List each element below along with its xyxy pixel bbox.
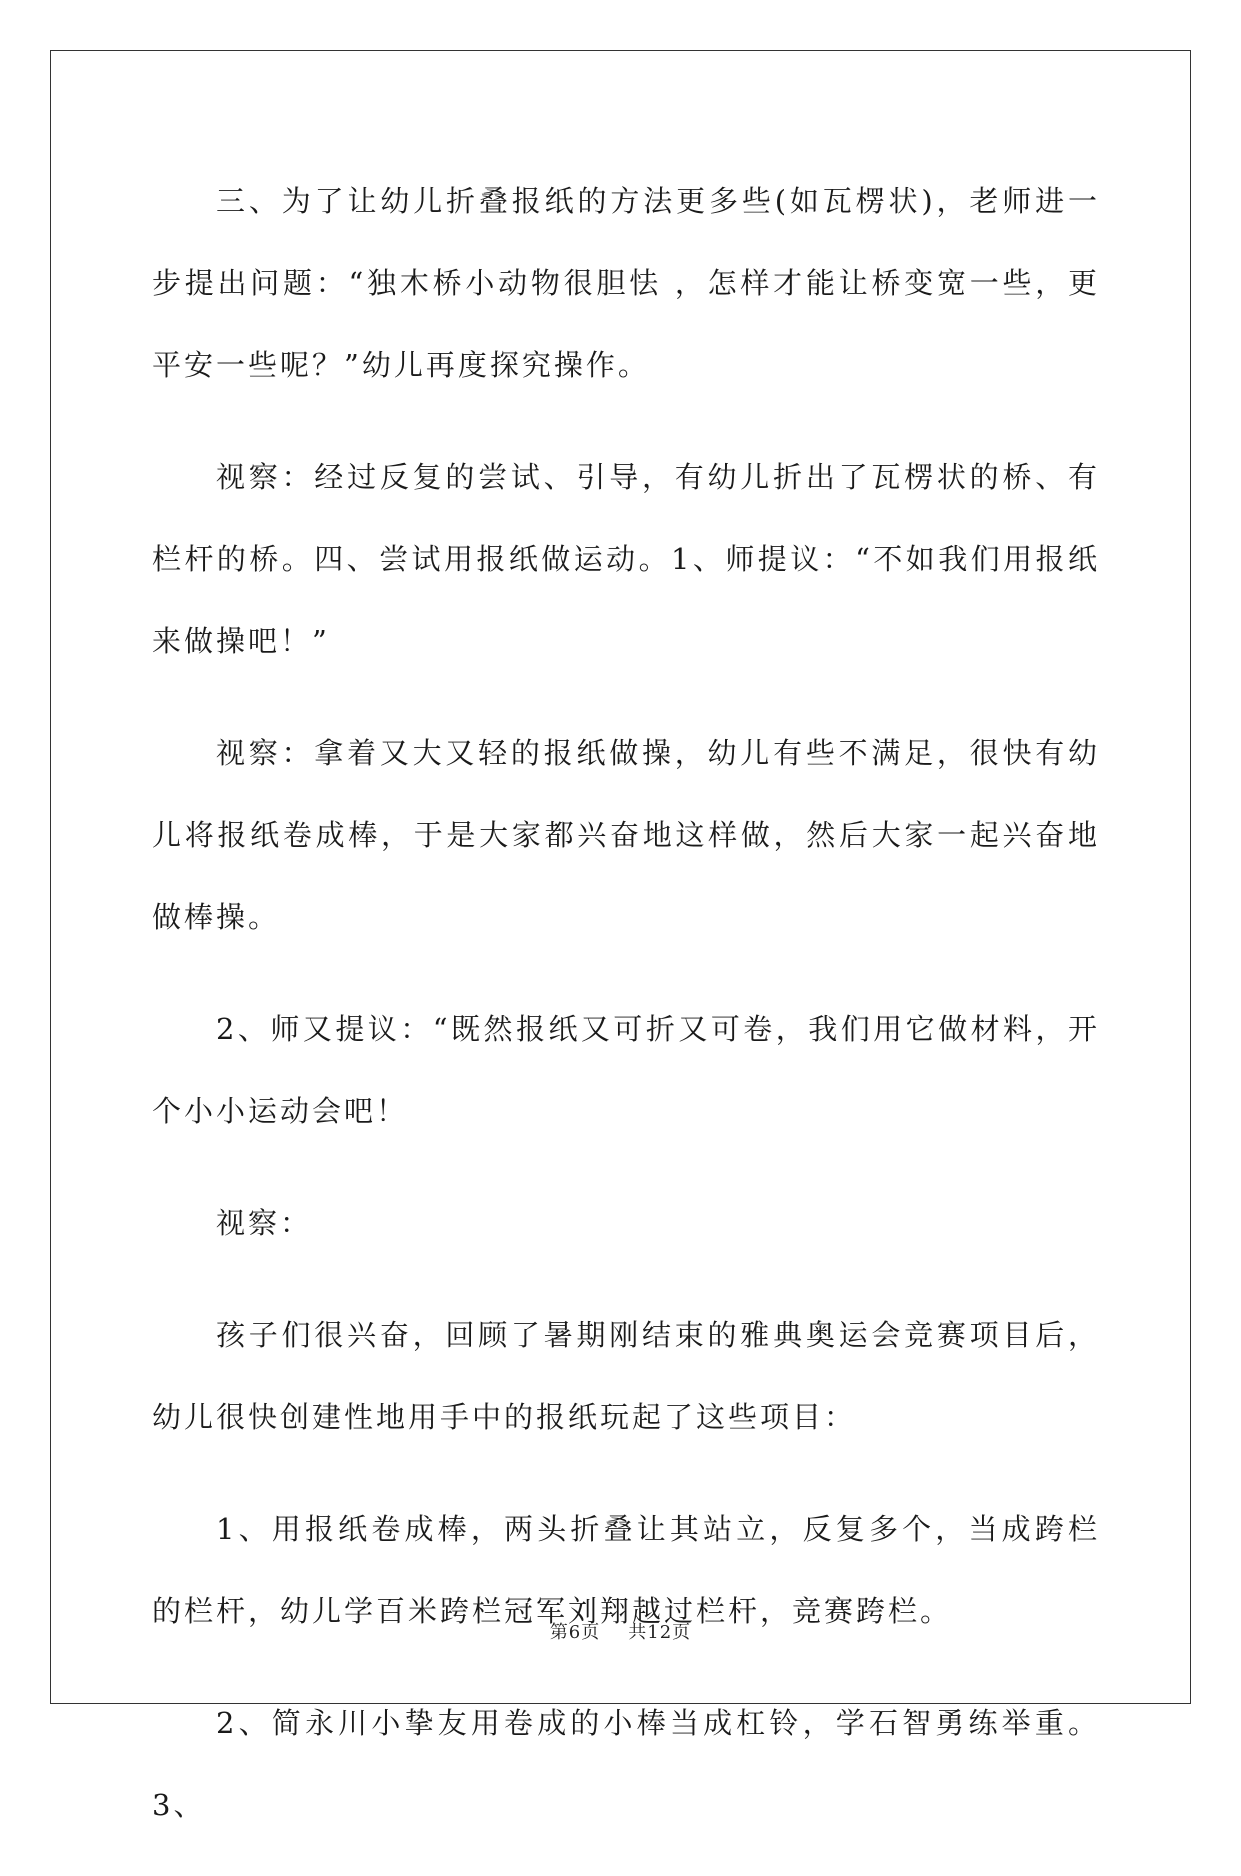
paragraph: 视察： [216,1206,313,1240]
paragraph: 1、用报纸卷成棒，两头折叠让其站立，反复多个，当成跨栏的栏杆，幼儿学百米跨栏冠军刘翔越过栏杆，竞赛跨栏。 [152,1512,1100,1628]
page-footer [0,1618,1241,1644]
page-number-total: 共12页 [628,1622,692,1643]
page-number-current: 第6页 [549,1622,601,1643]
paragraph: 2、师又提议：“既然报纸又可折又可卷，我们用它做材料，开个小小运动会吧！ [152,1012,1100,1128]
paragraph: 2、简永川小挚友用卷成的小棒当成杠铃，学石智勇练举重。3、 [152,1706,1100,1822]
paragraph: 三、为了让幼儿折叠报纸的方法更多些(如瓦楞状)，老师进一步提出问题：“独木桥小动物很胆怯 ，怎样才能让桥变宽一些，更平安一些呢？”幼儿再度探究操作。 [152,184,1100,382]
paragraph: 视察：拿着又大又轻的报纸做操，幼儿有些不满足，很快有幼儿将报纸卷成棒，于是大家都兴奋地这样做，然后大家一起兴奋地做棒操。 [152,736,1100,934]
paragraph: 视察：经过反复的尝试、引导，有幼儿折出了瓦楞状的桥、有栏杆的桥。四、尝试用报纸做运动。1、师提议：“不如我们用报纸来做操吧！” [152,460,1100,658]
paragraph: 孩子们很兴奋，回顾了暑期刚结束的雅典奥运会竞赛项目后，幼儿很快创建性地用手中的报纸玩起了这些项目： [152,1318,1100,1434]
